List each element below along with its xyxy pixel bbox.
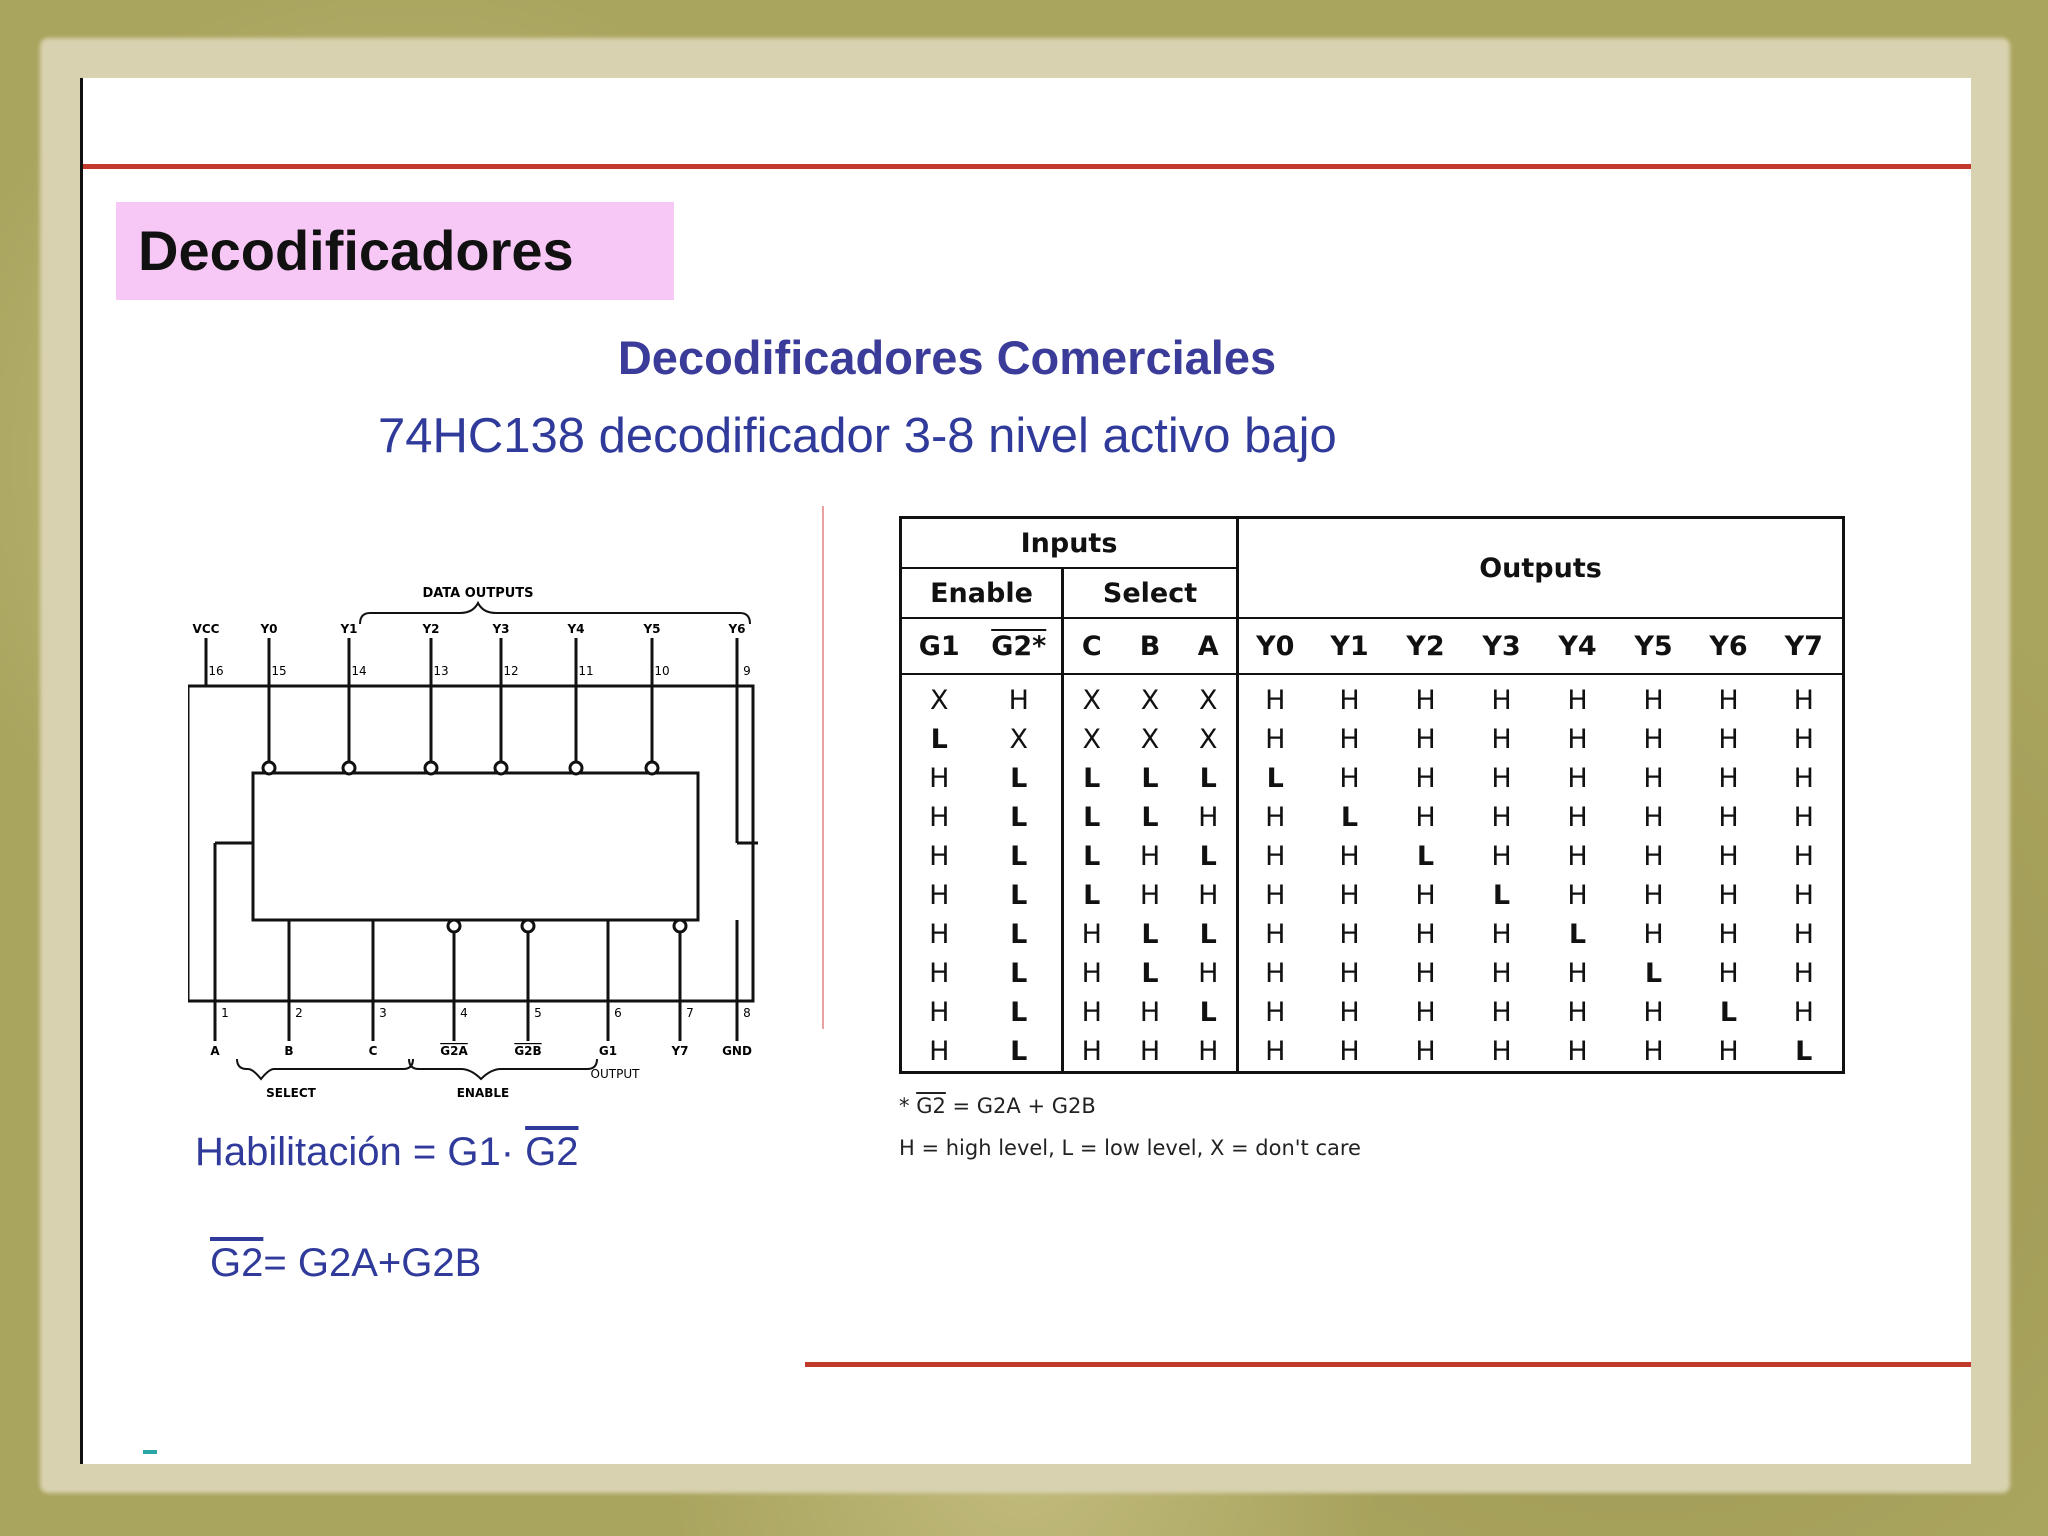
inversion-bubble <box>522 920 534 932</box>
pin-number-top: 14 <box>351 664 367 678</box>
table-cell: H <box>1491 724 1512 755</box>
table-cell: L <box>1010 841 1028 872</box>
table-cell: H <box>1198 1036 1219 1067</box>
table-cell: L <box>1644 958 1663 989</box>
table-cell: H <box>1491 958 1512 989</box>
table-cell: H <box>1491 685 1512 716</box>
slide-title: Decodificadores <box>138 219 574 282</box>
table-cell: H <box>1718 919 1739 950</box>
column-divider <box>822 506 824 1029</box>
table-cell: H <box>1567 763 1588 794</box>
truth-table-notes <box>899 1085 1361 1169</box>
select-header: Select <box>1063 568 1238 618</box>
column-header-y5: Y5 <box>1616 618 1692 674</box>
table-cell: H <box>1491 1036 1512 1067</box>
inversion-bubble <box>343 762 355 774</box>
pin-name-top: Y6 <box>728 622 746 636</box>
table-row <box>901 798 1844 837</box>
pin-name-bottom: A <box>210 1044 220 1058</box>
pin-number-bottom: 8 <box>743 1006 751 1020</box>
title-box <box>116 202 674 300</box>
g2-formula-g2: G2 <box>210 1241 264 1285</box>
pin-name-top: Y2 <box>422 622 440 636</box>
inversion-bubble <box>495 762 507 774</box>
table-cell: L <box>930 724 948 755</box>
top-rule <box>83 164 1971 169</box>
table-cell: H <box>929 763 950 794</box>
chip-pinout-diagram <box>188 503 758 1103</box>
truth-table <box>899 516 1845 1074</box>
table-cell: H <box>1415 958 1436 989</box>
table-cell: X <box>1063 720 1120 759</box>
inversion-bubble <box>425 762 437 774</box>
table-cell: H <box>1339 919 1360 950</box>
note-g2-symbol: G2 <box>916 1094 946 1118</box>
table-cell: H <box>1238 993 1312 1032</box>
table-cell: H <box>1415 919 1436 950</box>
table-cell: H <box>1139 880 1161 911</box>
pin-number-bottom: 2 <box>295 1006 303 1020</box>
enable-header: Enable <box>901 568 1063 618</box>
table-cell: H <box>1718 1036 1739 1067</box>
pin-name-bottom: C <box>368 1044 378 1058</box>
table-row <box>901 915 1844 954</box>
table-cell: X <box>1199 685 1218 716</box>
table-cell: H <box>1139 841 1161 872</box>
column-header-y4: Y4 <box>1540 618 1616 674</box>
pin-name-bottom: GND <box>722 1044 752 1058</box>
enable-formula <box>195 1130 579 1175</box>
table-cell: H <box>1643 919 1664 950</box>
table-cell: H <box>1415 724 1436 755</box>
table-cell: X <box>930 685 949 716</box>
table-row <box>901 759 1844 798</box>
column-header-b: B <box>1120 618 1181 674</box>
pin-name-top: Y1 <box>340 622 358 636</box>
table-cell: H <box>1139 997 1161 1028</box>
data-outputs-label: DATA OUTPUTS <box>422 586 534 601</box>
table-cell: H <box>1643 1036 1664 1067</box>
table-cell: H <box>1567 958 1588 989</box>
table-cell: L <box>1063 798 1120 837</box>
column-header-y0: Y0 <box>1238 618 1312 674</box>
table-cell: L <box>1010 958 1028 989</box>
table-cell: H <box>1793 958 1814 989</box>
table-cell: H <box>1567 841 1588 872</box>
table-cell: L <box>1141 919 1159 950</box>
corner-mark <box>143 1450 157 1454</box>
table-row <box>901 876 1844 915</box>
pin-number-bottom: 7 <box>686 1006 694 1020</box>
pin-number-bottom: 1 <box>221 1006 229 1020</box>
enable-label: ENABLE <box>456 1086 510 1100</box>
table-cell: H <box>1238 798 1312 837</box>
outputs-header: Outputs <box>1238 518 1844 619</box>
table-cell: L <box>1010 880 1028 911</box>
data-outputs-brace <box>360 603 750 624</box>
table-cell: L <box>1199 997 1217 1028</box>
table-cell: L <box>1238 759 1312 798</box>
table-cell: H <box>1063 915 1120 954</box>
table-cell: H <box>1339 997 1360 1028</box>
table-cell: H <box>1415 880 1436 911</box>
pin-number-top: 9 <box>743 664 751 678</box>
table-cell: H <box>1339 724 1360 755</box>
g2-formula <box>210 1241 481 1286</box>
inputs-header: Inputs <box>901 518 1238 569</box>
table-cell: H <box>1139 1036 1161 1067</box>
table-cell: H <box>1491 763 1512 794</box>
table-cell: H <box>1339 841 1360 872</box>
table-cell: X <box>1063 674 1120 720</box>
table-cell: H <box>1339 685 1360 716</box>
pin-name-bottom: G2B <box>514 1044 542 1058</box>
table-cell: L <box>1199 763 1217 794</box>
table-cell: X <box>1140 724 1160 755</box>
table-cell: H <box>1793 880 1814 911</box>
table-cell: L <box>1141 763 1159 794</box>
table-cell: L <box>1063 759 1120 798</box>
table-cell: H <box>1718 958 1739 989</box>
table-cell: H <box>1238 915 1312 954</box>
table-cell: H <box>1008 685 1029 716</box>
chip-logic-block <box>253 773 698 920</box>
pin-number-top: 10 <box>654 664 670 678</box>
table-cell: H <box>1339 880 1360 911</box>
column-header-y3: Y3 <box>1464 618 1540 674</box>
table-cell: H <box>1643 724 1664 755</box>
column-header-y7: Y7 <box>1766 618 1844 674</box>
table-cell: H <box>1567 997 1588 1028</box>
column-header-g1: G1 <box>901 618 977 674</box>
table-cell: L <box>1416 841 1435 872</box>
slide <box>80 78 1971 1464</box>
enable-brace <box>409 1059 597 1079</box>
pin-name-bottom: B <box>284 1044 294 1058</box>
table-cell: H <box>1718 841 1739 872</box>
table-cell: H <box>929 802 950 833</box>
table-cell: H <box>1643 802 1664 833</box>
table-cell: X <box>1009 724 1028 755</box>
subtitle-text: Decodificadores Comerciales <box>617 331 1277 384</box>
table-cell: H <box>1643 880 1664 911</box>
table-cell: H <box>929 997 950 1028</box>
table-cell: H <box>1567 802 1588 833</box>
table-cell: H <box>1491 841 1512 872</box>
inversion-bubble <box>646 762 658 774</box>
table-cell: H <box>1643 763 1664 794</box>
table-cell: H <box>1415 1036 1436 1067</box>
pin-name-top: Y4 <box>567 622 585 636</box>
table-cell: H <box>1491 919 1512 950</box>
table-cell: H <box>1415 802 1436 833</box>
pin-number-top: 13 <box>433 664 449 678</box>
table-cell: L <box>1010 997 1028 1028</box>
pin-number-top: 15 <box>271 664 287 678</box>
pin-name-top: Y5 <box>643 622 661 636</box>
table-cell: H <box>1238 876 1312 915</box>
table-cell: H <box>1339 763 1360 794</box>
table-cell: H <box>1238 837 1312 876</box>
table-row <box>901 993 1844 1032</box>
table-cell: H <box>1793 919 1814 950</box>
column-header-c: C <box>1063 618 1120 674</box>
table-cell: H <box>1491 802 1512 833</box>
column-header-y6: Y6 <box>1692 618 1766 674</box>
inversion-bubble <box>570 762 582 774</box>
column-header-y1: Y1 <box>1312 618 1388 674</box>
pin-name-bottom: G1 <box>598 1044 618 1058</box>
chip-package <box>188 686 753 1001</box>
table-cell: H <box>1238 720 1312 759</box>
column-header-a: A <box>1181 618 1238 674</box>
table-cell: X <box>1199 724 1218 755</box>
table-cell: H <box>1415 997 1436 1028</box>
pin-number-top: 12 <box>503 664 519 678</box>
table-cell: H <box>1198 802 1219 833</box>
note-g2-prefix: * <box>899 1094 917 1118</box>
table-cell: L <box>1340 802 1359 833</box>
table-cell: H <box>1238 954 1312 993</box>
table-cell: H <box>929 919 950 950</box>
table-cell: H <box>1718 685 1739 716</box>
table-cell: H <box>1793 763 1814 794</box>
table-cell: H <box>1718 802 1739 833</box>
table-cell: L <box>1141 802 1159 833</box>
table-row <box>901 837 1844 876</box>
table-cell: H <box>1793 685 1814 716</box>
table-cell: L <box>1010 919 1028 950</box>
table-cell: L <box>1010 802 1028 833</box>
table-cell: H <box>1567 1036 1588 1067</box>
slide-subtitle <box>83 330 1971 385</box>
table-cell: H <box>1238 1032 1312 1073</box>
table-cell: H <box>1567 685 1588 716</box>
pin-name-bottom: Y7 <box>671 1044 689 1058</box>
select-brace <box>237 1059 413 1079</box>
pin-number-bottom: 5 <box>534 1006 542 1020</box>
column-header-row <box>901 618 1844 674</box>
table-cell: H <box>1198 958 1219 989</box>
inversion-bubble <box>448 920 460 932</box>
pin-number-bottom: 4 <box>460 1006 468 1020</box>
table-cell: H <box>1339 1036 1360 1067</box>
table-cell: L <box>1199 841 1217 872</box>
table-cell: L <box>1719 997 1738 1028</box>
table-cell: H <box>1718 724 1739 755</box>
table-cell: H <box>1718 880 1739 911</box>
table-cell: L <box>1199 919 1217 950</box>
table-cell: H <box>1063 993 1120 1032</box>
table-cell: L <box>1063 876 1120 915</box>
g2-column-label: G2* <box>991 630 1047 662</box>
table-cell: L <box>1141 958 1159 989</box>
slide-description: 74HC138 decodificador 3-8 nivel activo bajo <box>378 409 1337 463</box>
table-cell: H <box>1793 997 1814 1028</box>
select-label: SELECT <box>266 1086 316 1100</box>
pin-name-top: VCC <box>192 622 220 636</box>
table-cell: H <box>1198 880 1219 911</box>
g2-formula-rest: = G2A+G2B <box>263 1241 482 1285</box>
table-cell: H <box>1718 763 1739 794</box>
table-cell: H <box>1063 1032 1120 1073</box>
table-cell: H <box>1793 802 1814 833</box>
table-cell: H <box>1643 997 1664 1028</box>
table-cell: H <box>929 1036 950 1067</box>
table-cell: H <box>1491 997 1512 1028</box>
table-cell: H <box>1643 841 1664 872</box>
column-header-g2 <box>977 618 1063 674</box>
table-cell: L <box>1010 1036 1028 1067</box>
table-cell: L <box>1568 919 1587 950</box>
pin-number-bottom: 6 <box>614 1006 622 1020</box>
note-g2 <box>899 1085 1361 1127</box>
enable-formula-g2: G2 <box>525 1130 579 1174</box>
pin-number-top: 16 <box>208 664 224 678</box>
table-cell: H <box>929 880 950 911</box>
pin-name-top: Y3 <box>492 622 510 636</box>
inversion-bubble <box>263 762 275 774</box>
note-g2-rest: = G2A + G2B <box>945 1094 1096 1118</box>
enable-formula-prefix: Habilitación = G1· <box>195 1130 526 1174</box>
pin-name-top: Y0 <box>260 622 278 636</box>
column-header-y2: Y2 <box>1388 618 1464 674</box>
table-cell: L <box>1010 763 1028 794</box>
inversion-bubble <box>674 920 686 932</box>
table-row <box>901 674 1844 720</box>
table-cell: H <box>1567 724 1588 755</box>
pin-number-top: 11 <box>578 664 594 678</box>
table-cell: H <box>1415 685 1436 716</box>
bottom-rule <box>805 1362 1971 1367</box>
table-cell: H <box>929 841 950 872</box>
table-cell: L <box>1063 837 1120 876</box>
output-label: OUTPUT <box>590 1067 640 1081</box>
table-row <box>901 1032 1844 1073</box>
table-row <box>901 954 1844 993</box>
table-cell: H <box>1643 685 1664 716</box>
table-cell: H <box>1793 841 1814 872</box>
table-cell: L <box>1795 1036 1813 1067</box>
table-cell: H <box>929 958 950 989</box>
table-cell: H <box>1339 958 1360 989</box>
note-levels: H = high level, L = low level, X = don't care <box>899 1136 1361 1160</box>
table-cell: H <box>1415 763 1436 794</box>
truth-table-container <box>899 516 1845 1074</box>
table-cell: L <box>1492 880 1511 911</box>
table-cell: H <box>1793 724 1814 755</box>
table-cell: H <box>1063 954 1120 993</box>
table-row <box>901 720 1844 759</box>
table-cell: H <box>1238 674 1312 720</box>
pin-number-bottom: 3 <box>379 1006 387 1020</box>
truth-table-body <box>901 674 1844 1073</box>
table-cell: H <box>1567 880 1588 911</box>
table-cell: X <box>1140 685 1160 716</box>
pin-name-bottom: G2A <box>440 1044 468 1058</box>
